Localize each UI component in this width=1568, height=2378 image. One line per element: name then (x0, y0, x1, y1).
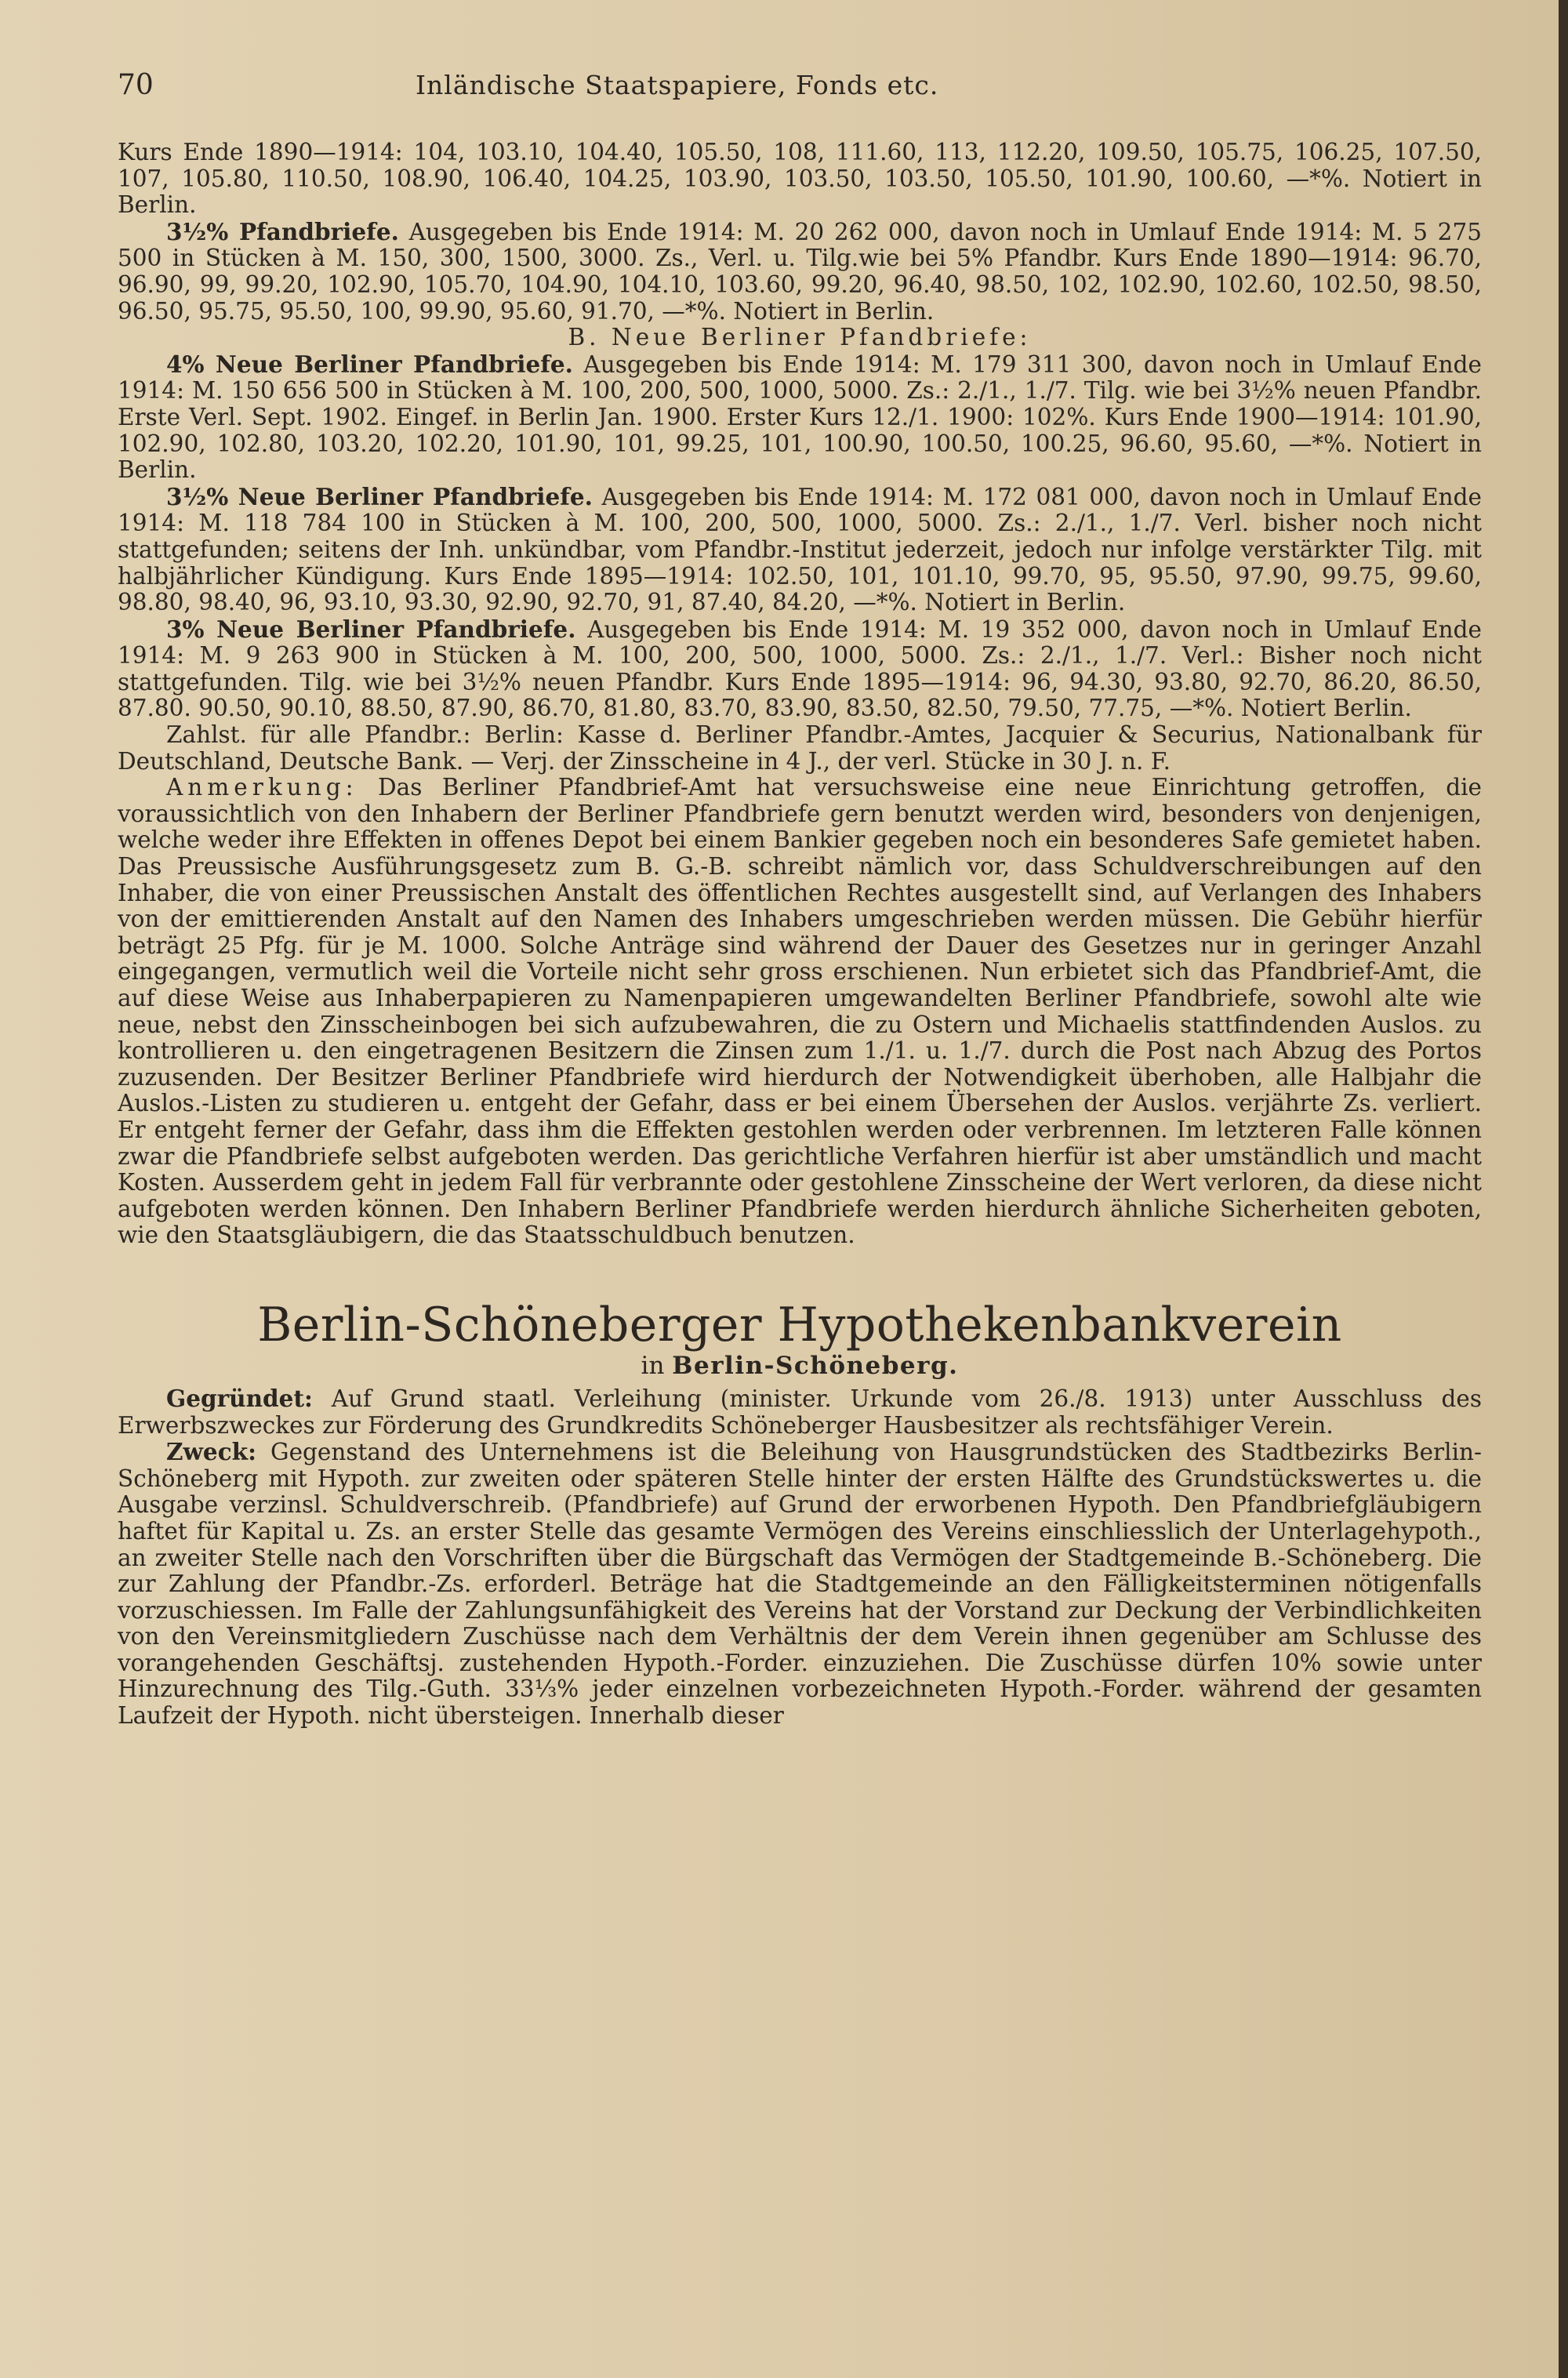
page-edge (1559, 0, 1568, 2378)
subtitle-place: Berlin-Schöneberg. (672, 1351, 959, 1380)
paragraph-heading: Anmerkung: (166, 774, 358, 801)
paragraph-heading: Zweck: (166, 1438, 256, 1466)
paragraph-body: Ausgegeben bis Ende 1914: M. 19 352 000, davon noch in Umlauf Ende 1914: M. 9 263 900 in Stücken à M. 100, 200, 500, 1000, 5000. Zs.: 2./1., 1./7. Verl.: Bisher noch nicht stattgefunden. Tilg. wie bei 3½% neuen Pfandbr. Kurs Ende 1895—1914: 96, 94.30, 93.80, 92.70, 86.20, 86.50, 87.80. 90.50, 90.10, 88.50, 87.90, 86.70, 81.80, 83.70, 83.90, 83.50, 82.50, 79.50, 77.75, —*%. Notiert Berlin. (118, 615, 1483, 722)
paragraph-heading: 3½% Pfandbriefe. (166, 217, 399, 245)
paragraph-zweck (118, 1439, 1482, 1730)
paragraph-kurs-5pct: Kurs Ende 1890—1914: 104, 103.10, 104.40, 105.50, 108, 111.60, 113, 112.20, 109.50, 105.75, 106.25, 107.50, 107, 105.80, 110.50, 108.90, 106.40, 104.25, 103.90, 103.50, 103.50, 105.50, 101.90, 100.60, —*%. Notiert in Berlin. (118, 139, 1482, 219)
page-content (118, 69, 1482, 1730)
paragraph-neue-4pct (118, 351, 1482, 484)
paragraph-heading: 3½% Neue Berliner Pfandbriefe. (166, 482, 593, 510)
paragraph-heading: Gegründet: (166, 1384, 313, 1412)
running-title: Inländische Staatspapiere, Fonds etc. (416, 70, 939, 100)
paragraph-gegruendet (118, 1385, 1482, 1439)
paragraph-zahlstellen: Zahlst. für alle Pfandbr.: Berlin: Kasse d. Berliner Pfandbr.-Amtes, Jacquier & Securius, Nationalbank für Deutschland, Deutsche Bank. — Verj. der Zinsscheine in 4 J., der verl. Stücke in 30 J. n. F. (118, 721, 1482, 775)
paragraph-heading: 4% Neue Berliner Pfandbriefe. (166, 350, 573, 378)
paragraph-body: Ausgegeben bis Ende 1914: M. 179 311 300, davon noch in Umlauf Ende 1914: M. 150 656 500 in Stücken à M. 100, 200, 500, 1000, 5000. Zs.: 2./1., 1./7. Tilg. wie bei 3½% neuen Pfandbr. Erste Verl. Sept. 1902. Eingef. in Berlin Jan. 1900. Erster Kurs 12./1. 1900: 102%. Kurs Ende 1900—1914: 101.90, 102.90, 102.80, 103.20, 102.20, 101.90, 101, 99.25, 101, 100.90, 100.50, 100.25, 96.60, 95.60, —*%. Notiert in Berlin. (118, 350, 1482, 484)
page-number: 70 (118, 69, 154, 101)
paragraph-heading: 3% Neue Berliner Pfandbriefe. (166, 615, 576, 643)
paragraph-pfandbriefe-3-5 (118, 219, 1482, 325)
paragraph-neue-3-5pct (118, 484, 1482, 616)
paragraph-body: Auf Grund staatl. Verleihung (minister. Urkunde vom 26./8. 1913) unter Ausschluss des Erwerbszweckes zur Förderung des Grundkredits Schöneberger Hausbesitzer als rechtsfähiger Verein. (118, 1385, 1482, 1439)
paragraph-anmerkung (118, 775, 1482, 1249)
subtitle-prefix: in (641, 1351, 665, 1380)
section-subtitle (118, 1351, 1482, 1381)
paragraph-body: Ausgegeben bis Ende 1914: M. 20 262 000, davon noch in Umlauf Ende 1914: M. 5 275 500 in Stücken à M. 150, 300, 1500, 3000. Zs., Verl. u. Tilg.wie bei 5% Pfandbr. Kurs Ende 1890—1914: 96.70, 96.90, 99, 99.20, 102.90, 105.70, 104.90, 104.10, 103.60, 99.20, 96.40, 98.50, 102, 102.90, 102.60, 102.50, 98.50, 96.50, 95.75, 95.50, 100, 99.90, 95.60, 91.70, —*%. Notiert in Berlin. (118, 218, 1482, 325)
paragraph-neue-3pct (118, 616, 1482, 722)
paragraph-body: Das Berliner Pfandbrief-Amt hat versuchsweise eine neue Einrichtung getroffen, die voraussichtlich von den Inhabern der Berliner Pfandbriefe gern benutzt werden wird, besonders von denjenigen, welche weder ihre Effekten in offenes Depot bei einem Bankier gegeben noch ein besonderes Safe gemietet haben. Das Preussische Ausführungsgesetz zum B. G.-B. schreibt nämlich vor, dass Schuldverschreibungen auf den Inhaber, die von einer Preussischen Anstalt des öffentlichen Rechtes ausgestellt sind, auf Verlangen des Inhabers von der emittierenden Anstalt auf den Namen des Inhabers umgeschrieben werden müssen. Die Gebühr hierfür beträgt 25 Pfg. für je M. 1000. Solche Anträge sind während der Dauer des Gesetzes nur in geringer Anzahl eingegangen, vermutlich weil die Vorteile nicht sehr gross erschienen. Nun erbietet sich das Pfandbrief-Amt, die auf diese Weise aus Inhaberpapieren zu Namenpapieren umgewandelten Berliner Pfandbriefe, sowohl alte wie neue, nebst den Zinsscheinbogen bei sich aufzubewahren, die zu Ostern und Michaelis stattfindenden Auslos. zu kontrollieren u. den eingetragenen Besitzern die Zinsen zum 1./1. u. 1./7. durch die Post nach Abzug des Portos zuzusenden. Der Besitzer Berliner Pfandbriefe wird hierdurch der Notwendigkeit überhoben, alle Halbjahr die Auslos.-Listen zu studieren u. entgeht der Gefahr, dass er bei einem Übersehen der Auslos. verjährte Zs. verliert. Er entgeht ferner der Gefahr, dass ihm die Effekten gestohlen werden oder verbrennen. Im letzteren Falle können zwar die Pfandbriefe selbst aufgeboten werden. Das gerichtliche Verfahren hierfür ist aber umständlich und macht Kosten. Ausserdem geht in jedem Fall für verbrannte oder gestohlene Zinsscheine der Wert verloren, da diese nicht aufgeboten werden können. Den Inhabern Berliner Pfandbriefe werden hierdurch ähnliche Sicherheiten geboten, wie den Staatsgläubigern, die das Staatsschuldbuch benutzen. (118, 774, 1482, 1249)
section-title: Berlin-Schöneberger Hypothekenbankverein (257, 1297, 1342, 1352)
page-header (118, 69, 1482, 107)
section-b-heading: B. Neue Berliner Pfandbriefe: (568, 324, 1032, 351)
paragraph-body: Gegenstand des Unternehmens ist die Beleihung von Hausgrundstücken des Stadtbezirks Berlin-Schöneberg mit Hypoth. zur zweiten oder späteren Stelle hinter der ersten Hälfte des Grundstückswertes u. die Ausgabe verzinsl. Schuldverschreib. (Pfandbriefe) auf Grund der erworbenen Hypoth. Den Pfandbriefgläubigern haftet für Kapital u. Zs. an erster Stelle das gesamte Vermögen des Vereins einschliesslich der Unterlagehypoth., an zweiter Stelle nach den Vorschriften über die Bürgschaft das Vermögen der Stadtgemeinde B.-Schöneberg. Die zur Zahlung der Pfandbr.-Zs. erforderl. Beträge hat die Stadtgemeinde an den Fälligkeitsterminen nötigenfalls vorzuschiessen. Im Falle der Zahlungsunfähigkeit des Vereins hat der Vorstand zur Deckung der Verbindlichkeiten von den Vereinsmitgliedern Zuschüsse nach dem Verhältnis der dem Verein ihnen gegenüber am Schlusse des vorangehenden Geschäftsj. zustehenden Hypoth.-Forder. einzuziehen. Die Zuschüsse dürfen 10% sowie unter Hinzurechnung des Tilg.-Guth. 33⅓% jeder einzelnen vorbezeichneten Hypoth.-Forder. während der gesamten Laufzeit der Hypoth. nicht übersteigen. Innerhalb dieser (118, 1439, 1482, 1730)
paragraph-body: Ausgegeben bis Ende 1914: M. 172 081 000, davon noch in Umlauf Ende 1914: M. 118 784 100 in Stücken à M. 100, 200, 500, 1000, 5000. Zs.: 2./1., 1./7. Verl. bisher noch nicht stattgefunden; seitens der Inh. unkündbar, vom Pfandbr.-Institut jederzeit, jedoch nur infolge verstärkter Tilg. mit halbjährlicher Kündigung. Kurs Ende 1895—1914: 102.50, 101, 101.10, 99.70, 95, 95.50, 97.90, 99.75, 99.60, 98.80, 98.40, 96, 93.10, 93.30, 92.90, 92.70, 91, 87.40, 84.20, —*%. Notiert in Berlin. (118, 483, 1482, 616)
